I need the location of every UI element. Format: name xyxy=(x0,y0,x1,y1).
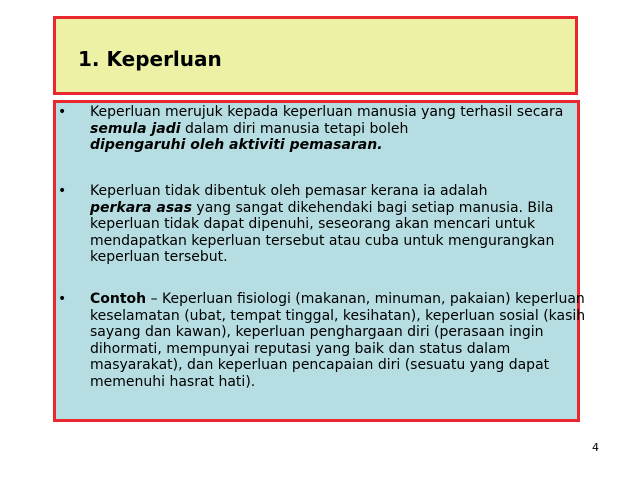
title-box xyxy=(53,16,578,95)
bullet-symbol: • xyxy=(58,183,67,199)
bullet-text xyxy=(90,104,590,154)
bullet-text-part: dalam diri manusia tetapi boleh xyxy=(180,120,409,137)
bullet-text-part: Keperluan merujuk kepada keperluan manusia yang terhasil secara xyxy=(90,104,564,120)
bullet-symbol: • xyxy=(58,104,67,120)
slide-title: 1. Keperluan xyxy=(78,47,222,71)
bullet-text-part: – Keperluan fisiologi (makanan, minuman, pakaian) keperluan keselamatan (ubat, tempat tinggal, kesihatan), keperluan sosial (kasih sayang dan kawan), keperluan penghargaan diri (perasaan ingin dihormati, mempunyai reputasi yang baik dan status dalam masyarakat), dan keperluan pencapaian diri (sesuatu yang dapat memenuhi hasrat hati). xyxy=(90,291,586,390)
bullet-text xyxy=(90,183,590,266)
emphasis-text: dipengaruhi oleh aktiviti pemasaran. xyxy=(90,137,383,153)
emphasis-text: Contoh xyxy=(90,291,147,307)
emphasis-text: semula jadi xyxy=(90,120,181,137)
emphasis-text: perkara asas xyxy=(90,199,192,216)
page-number: 4 xyxy=(592,441,599,454)
bullet-text-part: Keperluan tidak dibentuk oleh pemasar kerana ia adalah xyxy=(90,183,488,199)
bullet-text xyxy=(90,291,590,390)
bullet-text-part: yang sangat dikehendaki bagi setiap manusia. Bila keperluan tidak dapat dipenuhi, seseorang akan mencari untuk mendapatkan keperluan tersebut atau cuba untuk mengurangkan keperluan tersebut. xyxy=(90,199,555,265)
bullet-symbol: • xyxy=(58,291,67,307)
